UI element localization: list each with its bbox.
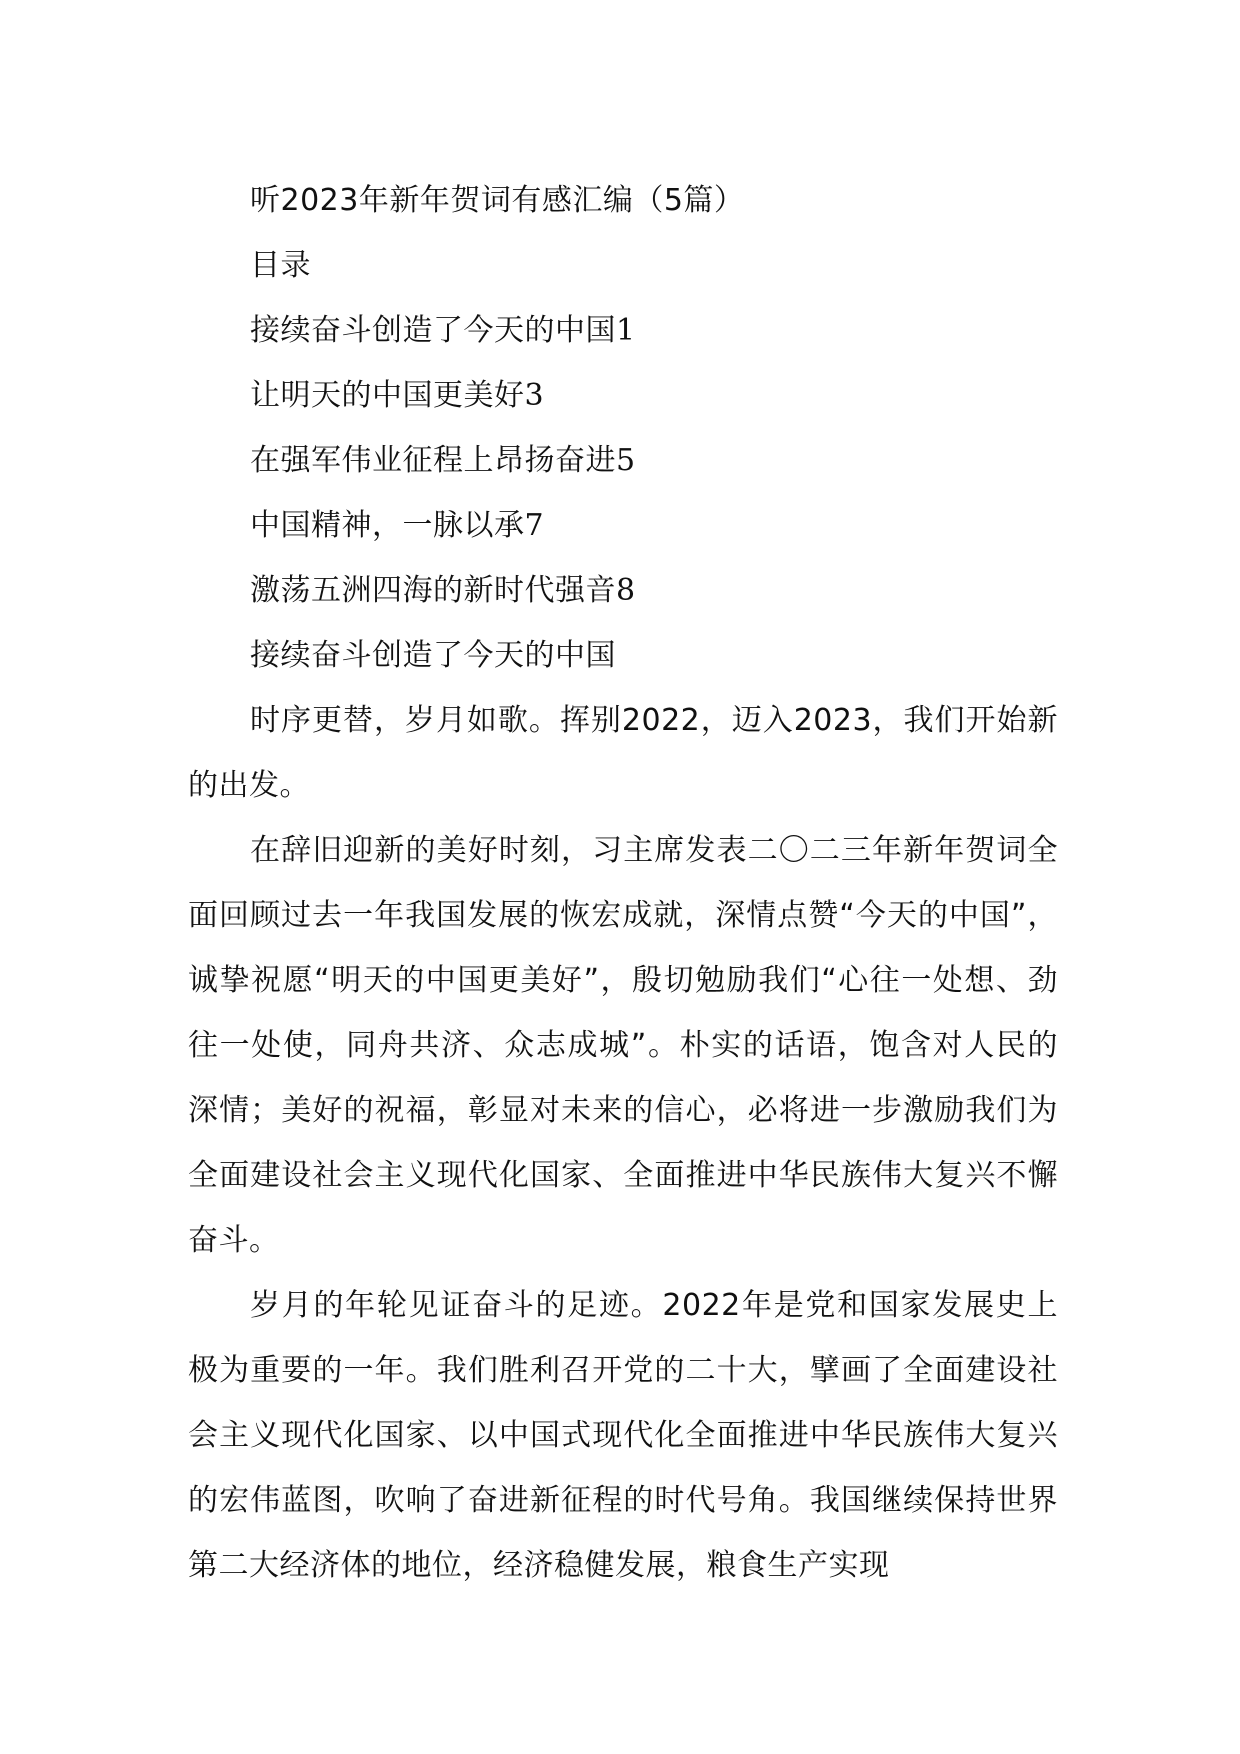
toc-entry: [188, 298, 1058, 363]
toc-entry-title: 接续奋斗创造了今天的中国: [250, 313, 616, 348]
body-paragraph: 时序更替，岁月如歌。挥别2022，迈入2023，我们开始新的出发。: [188, 703, 1058, 803]
document-title: 听2023年新年贺词有感汇编（5篇）: [250, 183, 745, 218]
toc-entry-title: 中国精神，一脉以承: [250, 508, 525, 543]
toc-entry: [188, 428, 1058, 493]
toc-entry-page: 8: [616, 573, 636, 608]
body-paragraph: 在辞旧迎新的美好时刻，习主席发表二〇二三年新年贺词全面回顾过去一年我国发展的恢宏成就，深情点赞“今天的中国”，诚挚祝愿“明天的中国更美好”，殷切勉励我们“心往一处想、劲往一处使，同舟共济、众志成城”。朴实的话语，饱含对人民的深情；美好的祝福，彰显对未来的信心，必将进一步激励我们为全面建设社会主义现代化国家、全面推进中华民族伟大复兴不懈奋斗。: [188, 833, 1058, 1258]
body-paragraph: 岁月的年轮见证奋斗的足迹。2022年是党和国家发展史上极为重要的一年。我们胜利召开党的二十大，擘画了全面建设社会主义现代化国家、以中国式现代化全面推进中华民族伟大复兴的宏伟蓝图，吹响了奋进新征程的时代号角。我国继续保持世界第二大经济体的地位，经济稳健发展，粮食生产实现: [188, 1288, 1058, 1583]
toc-entry-title: 激荡五洲四海的新时代强音: [250, 573, 616, 608]
toc-entry-page: 5: [616, 443, 636, 478]
document-body: [188, 168, 1058, 1598]
section-heading: 接续奋斗创造了今天的中国: [250, 638, 616, 673]
toc-entry: [188, 493, 1058, 558]
toc-entry: [188, 363, 1058, 428]
toc-heading: 目录: [250, 248, 311, 283]
toc-entry: [188, 558, 1058, 623]
toc-entry-title: 让明天的中国更美好: [250, 378, 525, 413]
toc-entry-page: 3: [524, 378, 545, 413]
toc-entry-title: 在强军伟业征程上昂扬奋进: [250, 443, 616, 478]
toc-entry-page: 1: [616, 313, 636, 348]
toc-entry-page: 7: [524, 508, 545, 543]
